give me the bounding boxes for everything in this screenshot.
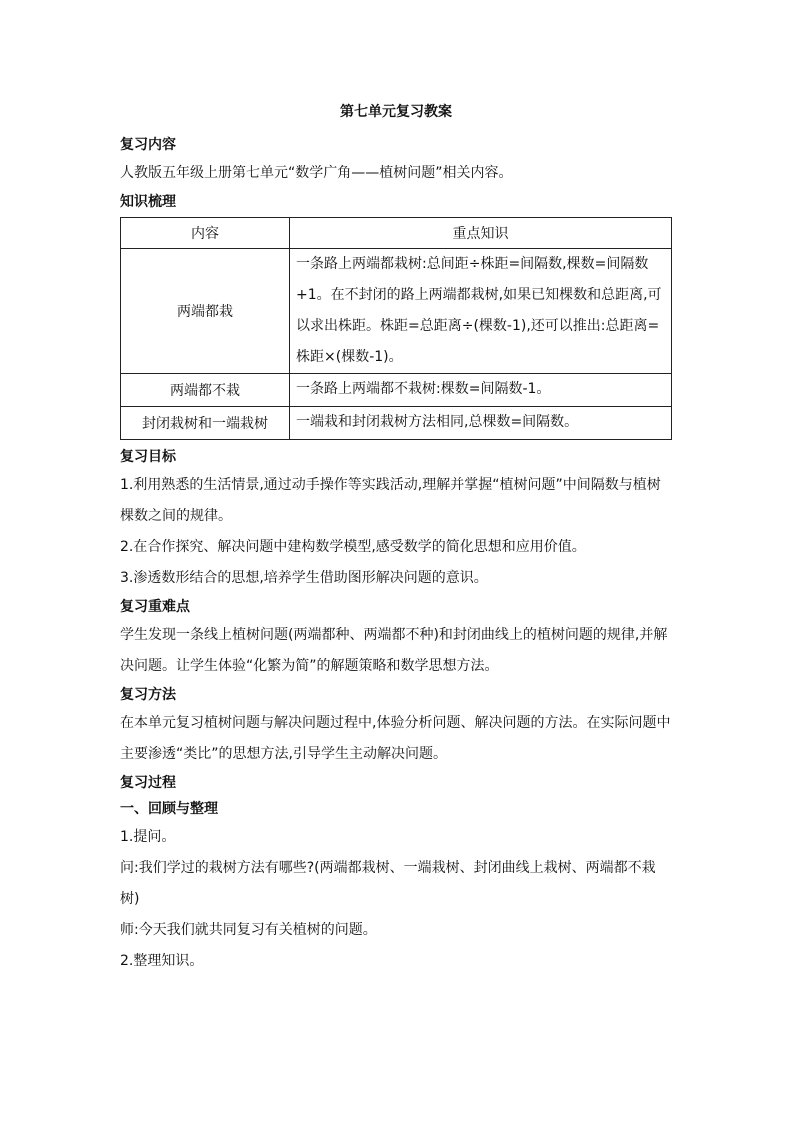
document-page bbox=[120, 100, 672, 977]
table-header-row bbox=[121, 218, 672, 249]
difficulty-text: 学生发现一条线上植树问题(两端都种、两端都不种)和封闭曲线上的植树问题的规律,并解决问题。让学生体验“化繁为简”的解题策略和数学思想方法。 bbox=[120, 627, 668, 674]
process-heading: 复习过程 bbox=[120, 775, 176, 791]
difficulty-heading: 复习重难点 bbox=[120, 599, 190, 615]
table-cell-text: 一条路上两端都栽树:总间距÷株距=间隔数,棵数=间隔数+1。在不封闭的路上两端都栽树,如果已知棵数和总距离,可以求出株距。株距=总距离÷(棵数-1),还可以推出:总距离=株距×(棵数-1)。 bbox=[290, 249, 672, 374]
process-line: 2.整理知识。 bbox=[120, 953, 204, 969]
table-cell-text: 一端栽和封闭栽树方法相同,总棵数=间隔数。 bbox=[290, 407, 672, 440]
goals-heading: 复习目标 bbox=[120, 449, 176, 465]
content-text: 人教版五年级上册第七单元“数学广角——植树问题”相关内容。 bbox=[120, 165, 513, 181]
knowledge-heading: 知识梳理 bbox=[120, 194, 176, 210]
process-line: 师:今天我们就共同复习有关植树的问题。 bbox=[120, 922, 377, 938]
goal-item: 3.渗透数形结合的思想,培养学生借助图形解决问题的意识。 bbox=[120, 570, 488, 586]
table-cell-name: 两端都不栽 bbox=[121, 374, 290, 407]
table-header-content: 内容 bbox=[121, 218, 290, 249]
process-line: 问:我们学过的栽树方法有哪些?(两端都栽树、一端栽树、封闭曲线上栽树、两端都不栽树) bbox=[120, 860, 656, 907]
knowledge-table bbox=[120, 217, 672, 440]
method-text: 在本单元复习植树问题与解决问题过程中,体验分析问题、解决问题的方法。在实际问题中主要渗透“类比”的思想方法,引导学生主动解决问题。 bbox=[120, 715, 671, 762]
table-cell-name: 两端都栽 bbox=[121, 249, 290, 374]
document-title: 第七单元复习教案 bbox=[340, 104, 452, 120]
process-subheading: 一、回顾与整理 bbox=[120, 801, 218, 817]
content-heading: 复习内容 bbox=[120, 137, 176, 153]
goal-item: 1.利用熟悉的生活情景,通过动手操作等实践活动,理解并掌握“植树问题”中间隔数与植树棵数之间的规律。 bbox=[120, 477, 661, 524]
goal-item: 2.在合作探究、解决问题中建构数学模型,感受数学的简化思想和应用价值。 bbox=[120, 539, 586, 555]
process-line: 1.提问。 bbox=[120, 829, 176, 845]
table-cell-name: 封闭栽树和一端栽树 bbox=[121, 407, 290, 440]
table-row bbox=[121, 407, 672, 440]
table-header-key-knowledge: 重点知识 bbox=[290, 218, 672, 249]
table-cell-text: 一条路上两端都不栽树:棵数=间隔数-1。 bbox=[290, 374, 672, 407]
method-heading: 复习方法 bbox=[120, 687, 176, 703]
table-row bbox=[121, 374, 672, 407]
table-row bbox=[121, 249, 672, 374]
